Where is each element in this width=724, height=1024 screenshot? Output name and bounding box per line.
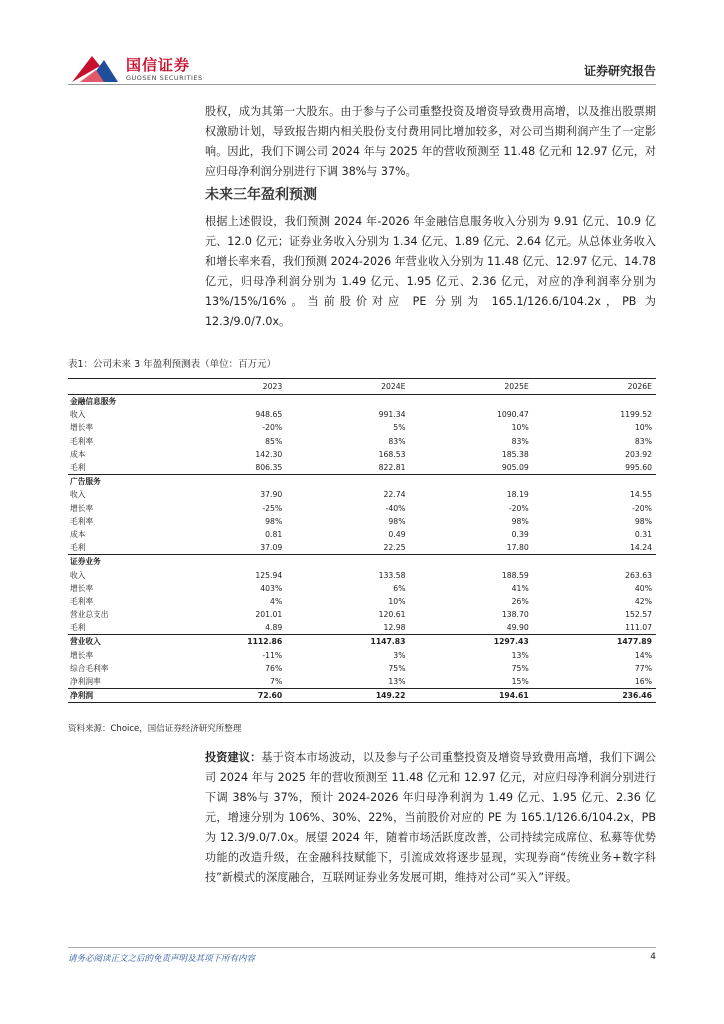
row-label: 毛利 (70, 463, 86, 473)
guosen-logo-icon (70, 52, 120, 84)
table-row (68, 488, 656, 501)
table-cell: 15% (511, 677, 529, 687)
row-label: 营业收入 (68, 635, 163, 649)
table-cell (410, 555, 533, 569)
table-header-cell: 2026E (533, 379, 656, 395)
table-cell: 111.07 (625, 623, 652, 633)
table-cell: 0.81 (265, 529, 283, 539)
table-cell: 236.46 (533, 689, 656, 703)
earnings-forecast-table (68, 378, 656, 703)
table-header-cell: 2025E (410, 379, 533, 395)
table-cell: 194.61 (410, 689, 533, 703)
table-cell: 18.19 (506, 490, 529, 500)
table-cell: 203.92 (625, 449, 652, 459)
table-row (68, 435, 656, 448)
table-cell: 5% (393, 423, 406, 433)
table-header-cell: 2023 (163, 379, 286, 395)
footer-disclaimer: 请务必阅读正文之后的免责声明及其项下所有内容 (68, 954, 256, 964)
page-number: 4 (650, 952, 656, 962)
row-label: 营业总支出 (70, 610, 109, 620)
table-group-row (68, 395, 656, 409)
row-label: 收入 (70, 570, 86, 580)
table-header-cell (68, 379, 163, 395)
table-cell: 16% (634, 677, 652, 687)
row-label: 毛利 (70, 543, 86, 553)
table-cell: 7% (270, 677, 283, 687)
table-row (68, 528, 656, 541)
table-cell (533, 395, 656, 409)
table-cell: 10% (388, 596, 406, 606)
table-cell: 98% (265, 516, 283, 526)
table-header-row (68, 379, 656, 395)
table-row (68, 662, 656, 675)
table-cell: 120.61 (378, 610, 406, 620)
table-cell: 149.22 (286, 689, 409, 703)
table-cell: 98% (634, 516, 652, 526)
table-cell: 995.60 (625, 463, 652, 473)
table-cell: -20% (508, 503, 529, 513)
table-cell: 49.90 (506, 623, 529, 633)
table-cell: 152.57 (625, 610, 652, 620)
page-header (68, 52, 656, 84)
table-cell: 263.63 (625, 570, 652, 580)
table-row (68, 675, 656, 689)
table-cell: 77% (634, 663, 652, 673)
table-group-row (68, 635, 656, 649)
table-row (68, 568, 656, 581)
table-cell: 1112.86 (163, 635, 286, 649)
table-cell: 403% (260, 583, 283, 593)
table-cell: -11% (262, 650, 283, 660)
report-type-label: 证券研究报告 (583, 64, 656, 78)
table-cell (286, 395, 409, 409)
table-cell: 1147.83 (286, 635, 409, 649)
table-cell: 806.35 (255, 463, 283, 473)
table-cell (410, 395, 533, 409)
table-cell: 98% (388, 516, 406, 526)
table-cell: 26% (511, 596, 529, 606)
table-cell: 0.31 (634, 529, 652, 539)
table-cell: 83% (634, 436, 652, 446)
table-cell: 72.60 (163, 689, 286, 703)
row-label: 广告服务 (68, 475, 163, 489)
table-cell: 98% (511, 516, 529, 526)
table-cell: -20% (262, 423, 283, 433)
row-label: 证券业务 (68, 555, 163, 569)
row-label: 增长率 (70, 583, 94, 593)
footer-divider (68, 947, 656, 948)
table-cell: 13% (388, 677, 406, 687)
table-cell: 168.53 (378, 449, 406, 459)
row-label: 综合毛利率 (70, 663, 109, 673)
table-cell: 14.24 (629, 543, 652, 553)
row-label: 毛利率 (70, 436, 94, 446)
table-cell: 905.09 (501, 463, 529, 473)
paragraph-forecast: 根据上述假设，我们预测 2024 年-2026 年金融信息服务收入分别为 9.91 亿元、10.9 亿元、12.0 亿元；证券业务收入分别为 1.34 亿元、1.89 亿元、2.64 亿元。从总体业务收入和增长率来看，我们预测 2024-2026 年营业收入分别为 11.48 亿元、12.97 亿元、14.78 亿元，归母净利润分别为 1.49 亿元、1.95 亿元、2.36 亿元，对应的净利润率分别为 13%/15%/16%。当前股价对应 PE 分别为 165.1/126.6/104.2x，PB 为 12.3/9.0/7.0x。 (205, 215, 656, 328)
section-title: 未来三年盈利预测 (205, 187, 317, 203)
table-cell: 14% (634, 650, 652, 660)
table-cell (286, 475, 409, 489)
table-row (68, 448, 656, 461)
table-cell: 13% (511, 650, 529, 660)
table-cell: 138.70 (501, 610, 529, 620)
table-cell (163, 395, 286, 409)
row-label: 增长率 (70, 503, 94, 513)
table-cell (286, 555, 409, 569)
row-label: 增长率 (70, 423, 94, 433)
table-cell: 1090.47 (496, 410, 529, 420)
table-cell: 41% (511, 583, 529, 593)
table-cell: 1199.52 (620, 410, 652, 420)
table-row (68, 461, 656, 475)
table-row (68, 608, 656, 621)
row-label: 增长率 (70, 650, 94, 660)
table-cell: 75% (511, 663, 529, 673)
advice-label: 投资建议： (205, 751, 262, 764)
logo-text-en: GUOSEN SECURITIES (126, 74, 203, 82)
table-cell: 4% (270, 596, 283, 606)
table-cell: 3% (393, 650, 406, 660)
table-cell: 1297.43 (410, 635, 533, 649)
table-cell: 22.74 (383, 490, 406, 500)
table-cell: 10% (511, 423, 529, 433)
table-cell: 14.55 (629, 490, 652, 500)
table-cell: 85% (265, 436, 283, 446)
table-cell: 4.89 (265, 623, 283, 633)
table-row (68, 595, 656, 608)
logo-text-cn: 国信证券 (126, 56, 191, 74)
advice-text: 基于资本市场波动，以及参与子公司重整投资及增资导致费用高增，我们下调公司 2024 年与 2025 年的营收预测至 11.48 亿元和 12.97 亿元，对应归母净利润分别进行下调 38%与 37%，预计 2024-2026 年归母净利润为 1.49 亿元、1.95 亿元、2.36 亿元，增速分别为 106%、30%、22%，当前股价对应的 PE 为 165.1/126.6/104.2x，PB 为 12.3/9.0/7.0x。展望 2024 年，随着市场活跃度改善，公司持续完成席位、私募等优势功能的改造升级，在金融科技赋能下，引流成效将逐步显现，实现券商“传统业务+数字科技”新模式的深度融合，互联网证券业务发展可期，维持对公司“买入”评级。 (205, 751, 656, 884)
row-label: 毛利率 (70, 596, 94, 606)
table-cell: 0.39 (511, 529, 529, 539)
table-cell: 76% (265, 663, 283, 673)
row-label: 净利润 (68, 689, 163, 703)
table-cell: 40% (634, 583, 652, 593)
table-row (68, 582, 656, 595)
row-label: 毛利 (70, 623, 86, 633)
table-cell: 142.30 (255, 449, 283, 459)
table-cell: -40% (385, 503, 406, 513)
table-caption: 表1：公司未来 3 年盈利预测表（单位：百万元） (68, 359, 277, 370)
paragraph-intro: 股权，成为其第一大股东。由于参与子公司重整投资及增资导致费用高增，以及推出股票期权激励计划，导致报告期内相关股份支付费用同比增加较多，对公司当期利润产生了一定影响。因此，我们下调公司 2024 年与 2025 年的营收预测至 11.48 亿元和 12.97 亿元，对应归母净利润分别进行下调 38%与 37%。 (205, 105, 656, 178)
table-header-cell: 2024E (286, 379, 409, 395)
row-label: 收入 (70, 410, 86, 420)
table-cell: 83% (388, 436, 406, 446)
table-row (68, 541, 656, 555)
table-cell: 1477.89 (533, 635, 656, 649)
table-cell: 201.01 (255, 610, 283, 620)
table-cell: 0.49 (388, 529, 406, 539)
table-cell: -25% (262, 503, 283, 513)
table-cell: 185.38 (501, 449, 529, 459)
table-row (68, 408, 656, 421)
header-divider (68, 84, 656, 85)
table-cell: 22.25 (383, 543, 406, 553)
table-row (68, 621, 656, 635)
row-label: 收入 (70, 490, 86, 500)
table-cell: 991.34 (378, 410, 406, 420)
table-cell: -20% (632, 503, 652, 513)
table-cell: 10% (634, 423, 652, 433)
table-cell (163, 555, 286, 569)
table-cell: 948.65 (255, 410, 283, 420)
row-label: 毛利率 (70, 516, 94, 526)
table-row (68, 421, 656, 434)
table-cell: 17.80 (506, 543, 529, 553)
table-cell: 37.90 (260, 490, 283, 500)
table-group-row (68, 475, 656, 489)
table-cell (410, 475, 533, 489)
row-label: 成本 (70, 449, 86, 459)
table-row (68, 502, 656, 515)
table-cell: 125.94 (255, 570, 283, 580)
table-cell: 42% (634, 596, 652, 606)
table-cell: 37.09 (260, 543, 283, 553)
table-cell (163, 475, 286, 489)
table-cell (533, 555, 656, 569)
table-row (68, 649, 656, 662)
row-label: 成本 (70, 529, 86, 539)
table-group-row (68, 689, 656, 703)
table-cell: 133.58 (378, 570, 406, 580)
table-cell: 188.59 (501, 570, 529, 580)
table-row (68, 515, 656, 528)
row-label: 净利润率 (70, 677, 101, 687)
table-cell: 6% (393, 583, 406, 593)
table-cell: 75% (388, 663, 406, 673)
table-cell: 822.81 (378, 463, 406, 473)
table-group-row (68, 555, 656, 569)
row-label: 金融信息服务 (68, 395, 163, 409)
table-cell: 12.98 (383, 623, 406, 633)
table-cell (533, 475, 656, 489)
table-source: 资料来源：Choice，国信证券经济研究所整理 (68, 724, 242, 734)
table-cell: 83% (511, 436, 529, 446)
paragraph-investment-advice (205, 748, 656, 888)
